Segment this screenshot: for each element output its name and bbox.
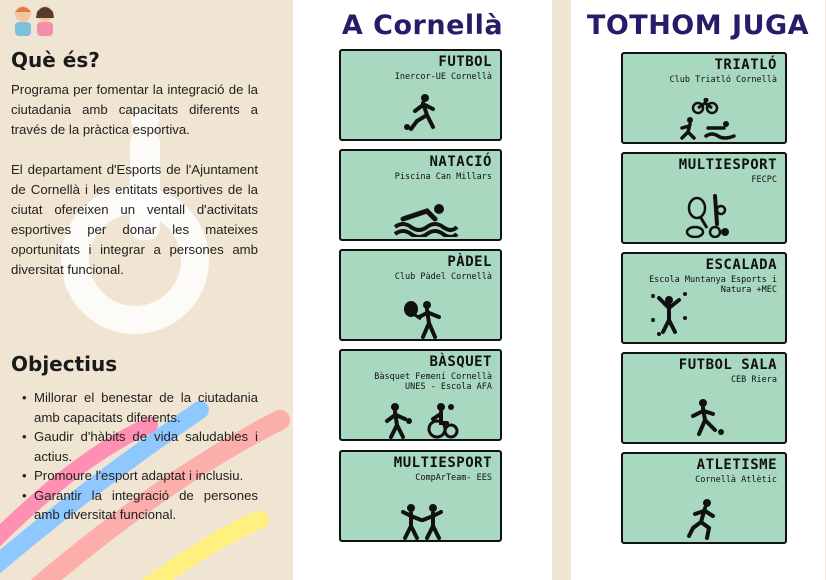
club-name: Club Triatló Cornellà [669,75,777,85]
objective-item: • Gaudir d'hàbits de vida saludables i actius. [22,427,258,466]
club-name: Bàsquet Femení Cornellà UNES - Escola AFA [374,372,492,392]
sport-name: ATLETISME [696,457,777,473]
kids-playing-icon [399,502,445,540]
club-name: Cornellà Atlètic [695,475,777,485]
climber-icon [647,290,691,338]
soccer-player-icon [403,93,443,133]
intro-paragraph-2: El departament d'Esports de l'Ajuntament de Cornellà i les entitats esportives de la ciutat ofereixen un ventall d'activitats esportives per donar les mateixes oportunitats i integrar a persones amb diversitat funcional. [11,162,258,277]
intro-text [11,80,258,300]
swimmer-icon [393,201,459,237]
triathlon-icon [678,98,738,140]
sport-card-natacio[interactable] [339,149,502,241]
club-name: Club Pàdel Cornellà [394,272,492,282]
sport-card-multiesport[interactable] [339,450,502,542]
sport-name: BÀSQUET [429,354,492,370]
club-name: CompArTeam- EES [415,473,492,483]
basketball-players-icon [381,401,471,439]
objectives-list [22,388,258,525]
sport-card-multiesport-fecpc[interactable] [621,152,787,244]
futsal-player-icon [687,398,727,438]
sport-card-triatlo[interactable] [621,52,787,144]
club-name: Escola Muntanya Esports i Natura +MEC [649,275,777,295]
objectives-title: Objectius [11,352,118,376]
intro-panel [0,0,290,580]
sport-card-futbol-sala[interactable] [621,352,787,444]
padel-player-icon [401,299,445,339]
sport-name: NATACIÓ [429,154,492,170]
club-name: Inercor-UE Cornellà [394,72,492,82]
sport-card-basquet[interactable] [339,349,502,441]
club-name: FECPC [751,175,777,185]
what-is-title: Què és? [11,48,100,72]
runner-icon [685,498,721,540]
sport-name: MULTIESPORT [678,157,777,173]
sport-name: FUTBOL SALA [678,357,777,373]
intro-paragraph-1: Programa per fomentar la integració de la ciutadania amb capacitats diferents a través de la pràctica esportiva. [11,82,258,137]
club-name: Piscina Can Millars [394,172,492,182]
tothom-juga-column [571,0,825,580]
sports-equipment-icon [685,194,731,238]
tothom-juga-title: TOTHOM JUGA [586,10,810,41]
club-name: CEB Riera [730,375,777,385]
sport-card-futbol[interactable] [339,49,502,141]
sport-name: TRIATLÓ [714,57,777,73]
objective-item: • Millorar el benestar de la ciutadania amb capacitats diferents. [22,388,258,427]
cornella-title: A Cornellà [341,10,504,41]
sport-name: PÀDEL [447,254,492,270]
children-illustration-icon [8,2,60,38]
cornella-column [293,0,552,580]
sport-card-escalada[interactable] [621,252,787,344]
sport-name: FUTBOL [438,54,492,70]
sport-name: MULTIESPORT [393,455,492,471]
objective-item: • Garantir la integració de persones amb diversitat funcional. [22,486,258,525]
sport-name: ESCALADA [705,257,777,273]
sport-card-padel[interactable] [339,249,502,341]
sport-card-atletisme[interactable] [621,452,787,544]
objective-item: • Promoure l'esport adaptat i inclusiu. [22,466,258,486]
